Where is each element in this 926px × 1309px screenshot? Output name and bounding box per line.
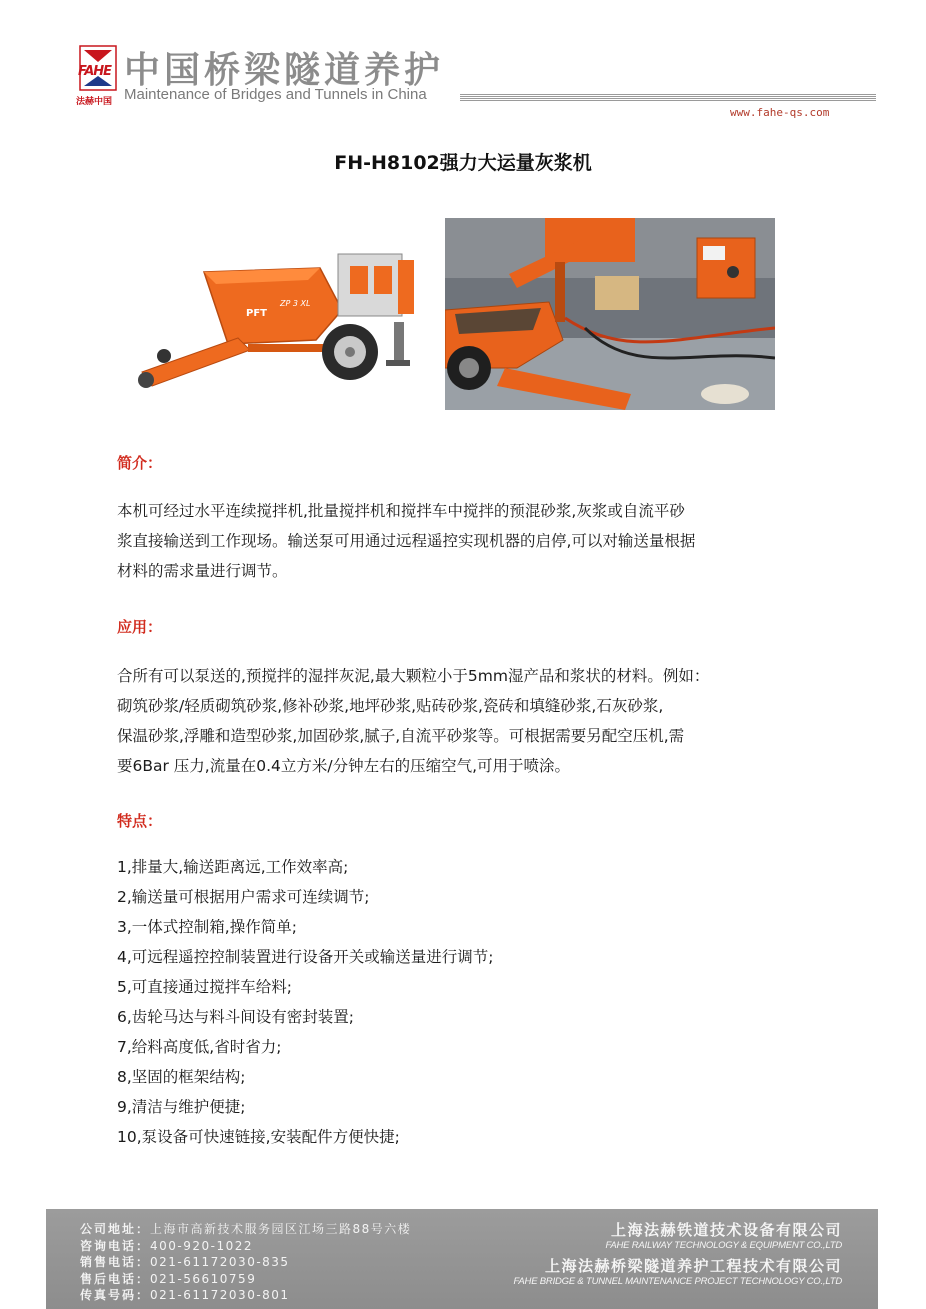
header-title-en: Maintenance of Bridges and Tunnels in China	[124, 86, 427, 103]
company1-name-en: FAHE RAILWAY TECHNOLOGY & EQUIPMENT CO.,LTD	[605, 1240, 842, 1251]
company1-name-cn: 上海法赫铁道技术设备有限公司	[610, 1221, 842, 1239]
feature-item: 4,可远程遥控控制装置进行设备开关或输送量进行调节;	[117, 948, 494, 966]
contact-value: 021-61172030-835	[150, 1255, 290, 1269]
contact-value: 400-920-1022	[150, 1238, 254, 1253]
intro-line: 本机可经过水平连续搅拌机,批量搅拌机和搅拌车中搅拌的预混砂浆,灰浆或自流平砂	[117, 502, 685, 520]
contact-value: 上海市高新技术服务园区江场三路88号六楼	[150, 1222, 412, 1236]
contact-row-service	[80, 1271, 411, 1288]
logo-subtext: 法赫中国	[76, 97, 113, 107]
contact-label: 销售电话：	[80, 1255, 151, 1269]
contact-row-inquiry	[80, 1238, 411, 1255]
application-line: 合所有可以泵送的,预搅拌的湿拌灰泥,最大颗粒小于5mm湿产品和浆状的材料。例如：	[117, 667, 710, 685]
application-paragraph	[117, 661, 817, 781]
section-label-application: 应用：	[117, 618, 163, 636]
header-title-cn: 中国桥梁隧道养护	[124, 50, 445, 91]
contact-label: 传真号码：	[80, 1288, 151, 1302]
header-url[interactable]: www.fahe-qs.com	[730, 106, 830, 119]
feature-item: 2,输送量可根据用户需求可连续调节;	[117, 888, 370, 906]
section-label-intro: 简介：	[117, 454, 163, 472]
application-line: 砌筑砂浆/轻质砌筑砂浆,修补砂浆,地坪砂浆,贴砖砂浆,瓷砖和填缝砂浆,石灰砂浆,	[117, 697, 664, 715]
feature-item: 7,给料高度低,省时省力;	[117, 1038, 282, 1056]
header-divider	[460, 94, 876, 102]
feature-item: 6,齿轮马达与料斗间设有密封装置;	[117, 1008, 355, 1026]
company2-name-cn: 上海法赫桥梁隧道养护工程技术有限公司	[544, 1257, 842, 1275]
application-line: 要6Bar 压力,流量在0.4立方米/分钟左右的压缩空气,可用于喷涂。	[117, 757, 571, 775]
application-line: 保温砂浆,浮雕和造型砂浆,加固砂浆,腻子,自流平砂浆等。可根据需要另配空压机,需	[117, 727, 685, 745]
feature-item: 10,泵设备可快速链接,安装配件方便快捷;	[117, 1128, 400, 1146]
feature-item: 9,清洁与维护便捷;	[117, 1098, 246, 1116]
section-label-features: 特点：	[117, 812, 163, 830]
contact-row-address	[80, 1221, 411, 1238]
company2-name-en: FAHE BRIDGE & TUNNEL MAINTENANCE PROJECT TECHNOLOGY CO.,LTD	[513, 1276, 842, 1287]
logo-word: FAHE	[78, 64, 112, 79]
feature-item: 1,排量大,输送距离远,工作效率高;	[117, 858, 349, 876]
footer-contacts	[80, 1221, 411, 1304]
feature-item: 3,一体式控制箱,操作简单;	[117, 918, 297, 936]
feature-item: 8,坚固的框架结构;	[117, 1068, 246, 1086]
contact-label: 售后电话：	[80, 1271, 151, 1286]
footer-companies	[514, 1219, 843, 1291]
contact-row-sales	[80, 1254, 411, 1271]
feature-item: 5,可直接通过搅拌车给料;	[117, 978, 293, 996]
intro-line: 材料的需求量进行调节。	[117, 562, 288, 580]
contact-label: 咨询电话：	[80, 1238, 151, 1253]
product-image-onsite	[445, 218, 775, 410]
contact-row-fax	[80, 1287, 411, 1304]
company-logo	[76, 44, 118, 107]
machine-model-label: ZP 3 XL	[280, 299, 311, 308]
features-list	[117, 852, 817, 1152]
intro-paragraph	[117, 496, 817, 586]
intro-line: 浆直接输送到工作现场。输送泵可用通过远程遥控实现机器的启停,可以对输送量根据	[117, 532, 696, 550]
contact-value: 021-61172030-801	[150, 1288, 290, 1302]
machine-brand-label: PFT	[246, 308, 267, 319]
contact-value: 021-56610759	[150, 1271, 257, 1286]
document-title: FH-H8102强力大运量灰浆机	[334, 152, 592, 174]
contact-label: 公司地址：	[80, 1222, 151, 1236]
footer-bar	[46, 1209, 878, 1309]
product-image-machine	[128, 232, 428, 400]
